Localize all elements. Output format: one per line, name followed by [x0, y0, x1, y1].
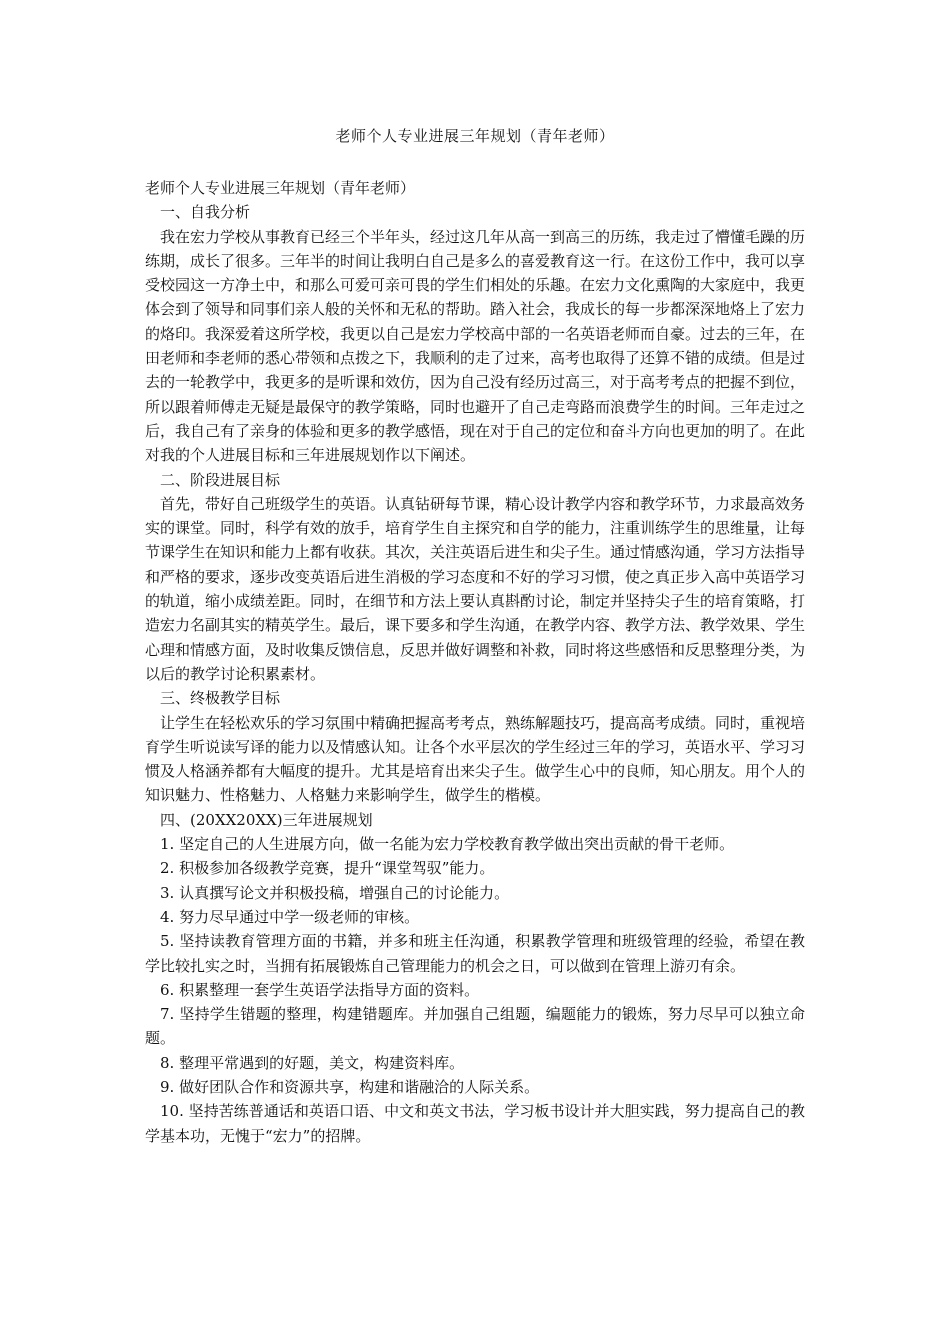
section-paragraph-self-analysis: 我在宏力学校从事教育已经三个半年头，经过这几年从高一到高三的历练，我走过了懵懂毛躁的历练期，成长了很多。三年半的时间让我明白自己是多么的喜爱教育这一行。在这份工作中，我可以享受校园这一方净土中，和那么可爱可亲可畏的学生们相处的乐趣。在宏力文化熏陶的大家庭中，我更体会到了领导和同事们亲人般的关怀和无私的帮助。踏入社会，我成长的每一步都深深地烙上了宏力的烙印。我深爱着这所学校，我更以自己是宏力学校高中部的一名英语老师而自豪。过去的三年，在田老师和李老师的悉心带领和点拨之下，我顺利的走了过来，高考也取得了还算不错的成绩。但是过去的一轮教学中，我更多的是听课和效仿，因为自己没有经历过高三，对于高考考点的把握不到位，所以跟着师傅走无疑是最保守的教学策略，同时也避开了自己走弯路而浪费学生的时间。三年走过之后，我自己有了亲身的体验和更多的教学感悟，现在对于自己的定位和奋斗方向也更加的明了。在此对我的个人进展目标和三年进展规划作以下阐述。: [145, 227, 806, 465]
plan-list-item: 2. 积极参加各级教学竞赛，提升“课堂驾驭”能力。: [160, 859, 495, 878]
document-title: 老师个人专业进展三年规划（青年老师）: [335, 127, 615, 145]
plan-list-item: 5. 坚持读教育管理方面的书籍，并多和班主任沟通，积累教学管理和班级管理的经验，希望在教学比较扎实之时，当拥有拓展锻炼自己管理能力的机会之日，可以做到在管理上游刃有余。: [145, 932, 805, 975]
section-heading-stage-goals: 二、阶段进展目标: [160, 470, 281, 489]
plan-list-item: 7. 坚持学生错题的整理，构建错题库。并加强自己组题，编题能力的锻炼，努力尽早可以独立命题。: [145, 1005, 805, 1048]
plan-list-item: 3. 认真撰写论文并积极投稿，增强自己的讨论能力。: [160, 883, 510, 902]
plan-list-item: 1. 坚定自己的人生进展方向，做一名能为宏力学校教育教学做出突出贡献的骨干老师。: [160, 835, 735, 854]
section-paragraph-stage-goals: 首先，带好自己班级学生的英语。认真钻研每节课，精心设计教学内容和教学环节，力求最高效务实的课堂。同时，科学有效的放手，培育学生自主探究和自学的能力，注重训练学生的思维量，让每节课学生在知识和能力上都有收获。其次，关注英语后进生和尖子生。通过情感沟通，学习方法指导和严格的要求，逐步改变英语后进生消极的学习态度和不好的学习习惯，使之真正步入高中英语学习的轨道，缩小成绩差距。同时，在细节和方法上要认真斟酌讨论，制定并坚持尖子生的培育策略，打造宏力名副其实的精英学生。最后，课下要多和学生沟通，在教学内容、教学方法、教学效果、学生心理和情感方面，及时收集反馈信息，反思并做好调整和补救，同时将这些感悟和反思整理分类，为以后的教学讨论积累素材。: [145, 494, 806, 683]
plan-list-item: 4. 努力尽早通过中学一级老师的审核。: [160, 907, 420, 926]
section-paragraph-ultimate-goals: 让学生在轻松欢乐的学习氛围中精确把握高考考点，熟练解题技巧，提高高考成绩。同时，重视培育学生听说读写译的能力以及情感认知。让各个水平层次的学生经过三年的学习，英语水平、学习习惯及人格涵养都有大幅度的提升。尤其是培育出来尖子生。做学生心中的良师，知心朋友。用个人的知识魅力、性格魅力、人格魅力来影响学生，做学生的楷模。: [145, 713, 806, 805]
plan-list-item: 8. 整理平常遇到的好题，美文，构建资料库。: [160, 1053, 465, 1072]
plan-list-item: 6. 积累整理一套学生英语学法指导方面的资料。: [160, 980, 480, 999]
section-heading-ultimate-goals: 三、终极教学目标: [160, 689, 281, 708]
document-subtitle: 老师个人专业进展三年规划（青年老师）: [145, 179, 416, 197]
section-heading-three-year-plan: 四、(20XX20XX)三年进展规划: [160, 810, 373, 829]
document-body: [145, 176, 805, 1148]
section-heading-self-analysis: 一、自我分析: [160, 203, 251, 222]
plan-list-item: 10. 坚持苦练普通话和英语口语、中文和英文书法，学习板书设计并大胆实践，努力提高自己的教学基本功，无愧于“宏力”的招牌。: [145, 1102, 805, 1145]
plan-list-item: 9. 做好团队合作和资源共享，构建和谐融洽的人际关系。: [160, 1077, 540, 1096]
